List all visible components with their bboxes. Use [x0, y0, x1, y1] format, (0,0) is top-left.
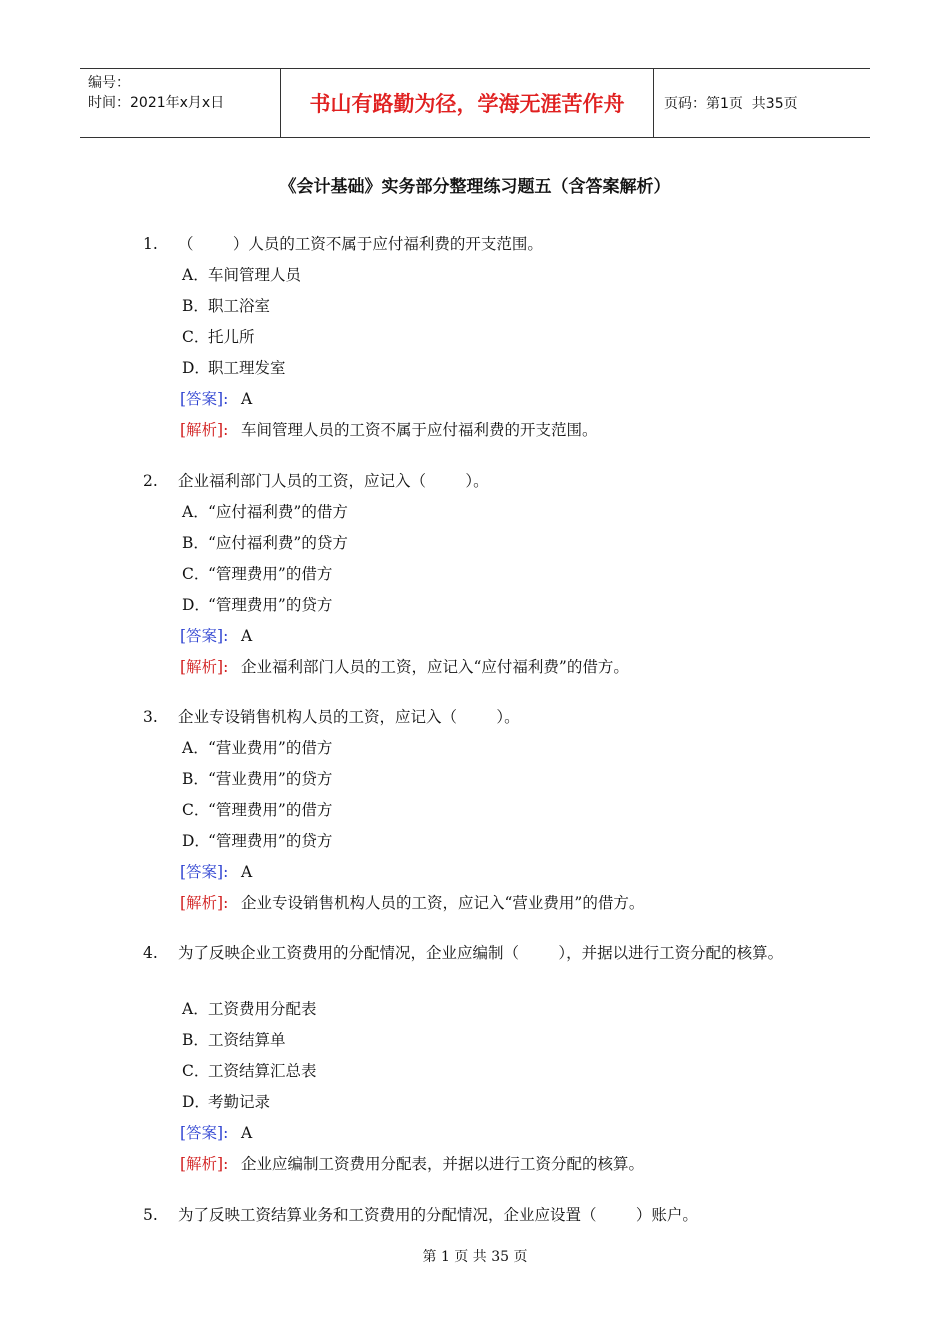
option-c: [0, 325, 950, 356]
option-text: 职工浴室: [208, 297, 271, 315]
answer-label: [答案]:: [180, 390, 229, 408]
page-header: [80, 68, 870, 138]
analysis-row: [0, 1152, 950, 1183]
option-a: [0, 263, 950, 294]
question-2: [0, 469, 950, 686]
option-letter: A．: [182, 739, 209, 757]
option-c: [0, 1059, 950, 1090]
question-1: [0, 232, 950, 449]
option-b: [0, 1028, 950, 1059]
analysis-label: [解析]:: [180, 658, 229, 676]
answer-label: [答案]:: [180, 863, 229, 881]
question-4: [0, 941, 950, 1183]
option-d: [0, 356, 950, 387]
option-letter: B．: [182, 534, 209, 552]
option-a: [0, 500, 950, 531]
answer-value: A: [241, 390, 253, 408]
option-text: “营业费用”的借方: [208, 739, 333, 757]
answer-row: [0, 860, 950, 891]
document-title: 《会计基础》实务部分整理练习题五（含答案解析）: [279, 177, 671, 197]
analysis-row: [0, 418, 950, 449]
option-letter: B．: [182, 770, 209, 788]
option-letter: D．: [182, 1093, 210, 1111]
document-time-label: 时间：2021年x月x日: [88, 95, 225, 111]
analysis-row: [0, 655, 950, 686]
option-text: “应付福利费”的贷方: [208, 534, 348, 552]
analysis-label: [解析]:: [180, 1155, 229, 1173]
question-number: 2.: [143, 472, 158, 490]
option-b: [0, 531, 950, 562]
analysis-label: [解析]:: [180, 421, 229, 439]
option-letter: B．: [182, 1031, 209, 1049]
answer-row: [0, 624, 950, 655]
question-text: 企业专设销售机构人员的工资，应记入（ ）。: [178, 708, 520, 726]
option-d: [0, 593, 950, 624]
option-letter: D．: [182, 359, 210, 377]
document-number-label: 编号：: [88, 75, 130, 91]
header-page-info: 页码：第1页 共35页: [664, 96, 798, 112]
option-b: [0, 294, 950, 325]
question-number: 3.: [143, 708, 158, 726]
option-a: [0, 736, 950, 767]
option-letter: D．: [182, 596, 210, 614]
header-motto: 书山有路勤为径，学海无涯苦作舟: [281, 69, 654, 137]
answer-value: A: [241, 863, 253, 881]
question-number: 5.: [143, 1206, 158, 1224]
answer-value: A: [241, 627, 253, 645]
option-letter: C．: [182, 1062, 210, 1080]
answer-row: [0, 1121, 950, 1152]
option-a: [0, 997, 950, 1028]
header-info-cell: [80, 69, 281, 137]
option-text: “管理费用”的借方: [208, 565, 333, 583]
analysis-row: [0, 891, 950, 922]
option-letter: D．: [182, 832, 210, 850]
option-text: 职工理发室: [208, 359, 286, 377]
question-number: 1.: [143, 235, 158, 253]
header-page-info-cell: [654, 69, 870, 137]
option-letter: B．: [182, 297, 209, 315]
option-letter: C．: [182, 801, 210, 819]
option-d: [0, 1090, 950, 1121]
option-text: 车间管理人员: [208, 266, 302, 284]
analysis-label: [解析]:: [180, 894, 229, 912]
option-text: 工资结算汇总表: [208, 1062, 317, 1080]
question-text: （ ）人员的工资不属于应付福利费的开支范围。: [178, 235, 543, 253]
question-5: [0, 1203, 950, 1234]
option-text: “营业费用”的贷方: [208, 770, 333, 788]
question-text: 企业福利部门人员的工资，应记入（ ）。: [178, 472, 489, 490]
answer-value: A: [241, 1124, 253, 1142]
option-letter: C．: [182, 565, 210, 583]
option-letter: A．: [182, 1000, 209, 1018]
option-b: [0, 767, 950, 798]
answer-label: [答案]:: [180, 1124, 229, 1142]
option-text: “管理费用”的借方: [208, 801, 333, 819]
question-3: [0, 705, 950, 922]
option-text: 工资结算单: [208, 1031, 286, 1049]
option-d: [0, 829, 950, 860]
option-text: “管理费用”的贷方: [208, 832, 333, 850]
answer-row: [0, 387, 950, 418]
answer-label: [答案]:: [180, 627, 229, 645]
question-number: 4.: [143, 944, 158, 962]
option-text: “管理费用”的贷方: [208, 596, 333, 614]
question-text: 为了反映企业工资费用的分配情况，企业应编制（ ），并据以进行工资分配的核算。: [178, 944, 784, 962]
option-c: [0, 798, 950, 829]
option-text: 托儿所: [208, 328, 255, 346]
option-text: 工资费用分配表: [208, 1000, 317, 1018]
analysis-text: 企业应编制工资费用分配表，并据以进行工资分配的核算。: [241, 1155, 645, 1173]
page-footer: 第 1 页 共 35 页: [422, 1249, 528, 1265]
option-letter: A．: [182, 266, 209, 284]
option-text: 考勤记录: [208, 1093, 271, 1111]
option-letter: C．: [182, 328, 210, 346]
option-c: [0, 562, 950, 593]
option-text: “应付福利费”的借方: [208, 503, 348, 521]
analysis-text: 企业福利部门人员的工资，应记入“应付福利费”的借方。: [241, 658, 629, 676]
analysis-text: 车间管理人员的工资不属于应付福利费的开支范围。: [241, 421, 598, 439]
question-text: 为了反映工资结算业务和工资费用的分配情况，企业应设置（ ）账户。: [178, 1206, 698, 1224]
option-letter: A．: [182, 503, 209, 521]
analysis-text: 企业专设销售机构人员的工资，应记入“营业费用”的借方。: [241, 894, 645, 912]
